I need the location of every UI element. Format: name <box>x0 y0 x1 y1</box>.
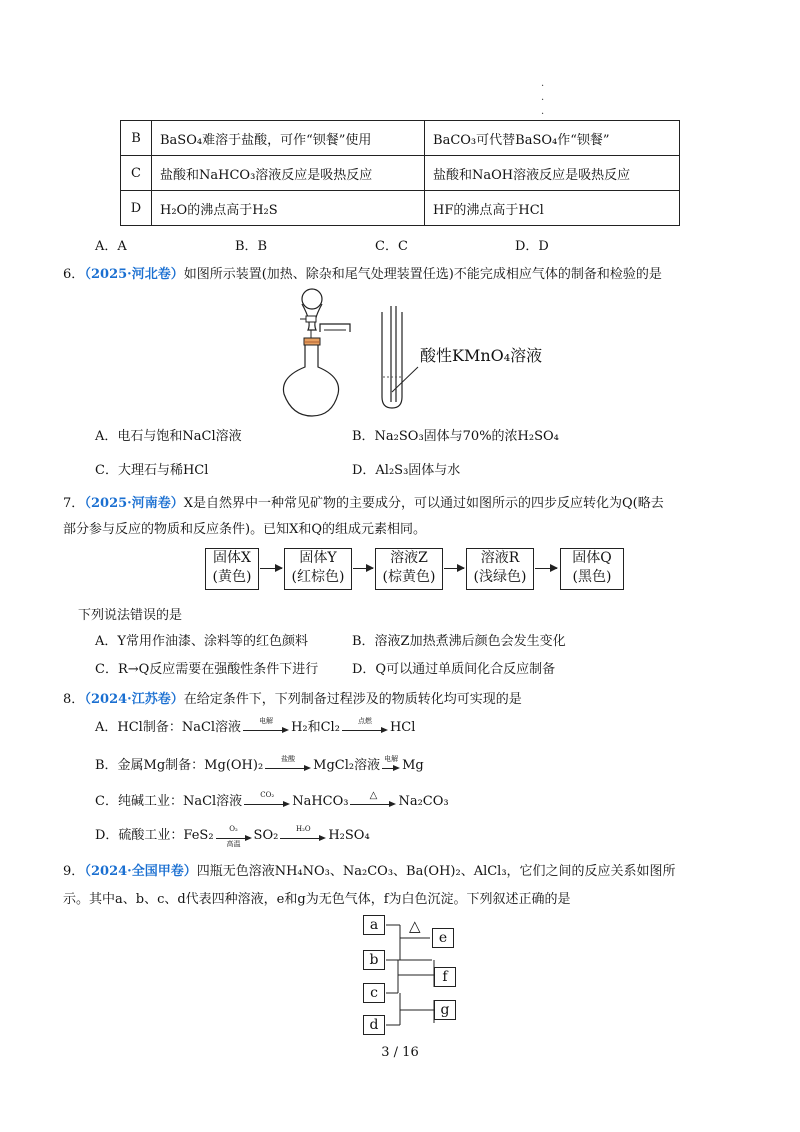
box-g: g <box>434 1000 456 1020</box>
q5-choice-a: A．A <box>95 239 127 254</box>
q7-source: （2025·河南卷） <box>78 496 184 511</box>
row-right: HF的沸点高于HCl <box>425 191 680 226</box>
q6-stem-line <box>78 263 662 282</box>
row-left: BaSO₄难溶于盐酸，可作“钡餐”使用 <box>152 121 425 156</box>
q7-choice-c: C．R→Q反应需要在强酸性条件下进行 <box>95 662 319 677</box>
flow-name: 固体Y <box>299 550 337 566</box>
flow-name: 溶液Z <box>390 550 428 566</box>
flow-name: 溶液R <box>480 550 520 566</box>
table-row <box>121 156 680 191</box>
row-left: 盐酸和NaHCO₃溶液反应是吸热反应 <box>152 156 425 191</box>
q5-choice-b: B．B <box>235 239 268 254</box>
flow-color: (黄色) <box>212 569 252 585</box>
page-number: 3 / 16 <box>381 1045 419 1060</box>
reaction-arrow <box>216 824 252 848</box>
flow-box-q <box>560 548 624 590</box>
q8-choice-a <box>95 716 415 735</box>
box-d: d <box>363 1015 385 1035</box>
q6-source: （2025·河北卷） <box>78 267 184 282</box>
choice-end: Na₂CO₃ <box>398 794 449 809</box>
q7-choice-d: D．Q可以通过单质间化合反应制备 <box>352 662 556 677</box>
reaction-arrow <box>382 754 400 773</box>
reaction-arrow <box>265 754 311 773</box>
flow-arrow <box>353 568 373 569</box>
choice-prefix: B．金属Mg制备：Mg(OH)₂ <box>95 758 264 773</box>
row-key: D <box>121 191 152 226</box>
box-a: a <box>363 915 385 935</box>
q6-choice-b: B．Na₂SO₃固体与70%的浓H₂SO₄ <box>352 429 559 444</box>
q7-choice-a: A．Y常用作油漆、涂料等的红色颜料 <box>95 634 308 649</box>
q7-prompt: 下列说法错误的是 <box>78 608 183 623</box>
row-right: BaCO₃可代替BaSO₄作“钡餐” <box>425 121 680 156</box>
q6-number: 6． <box>63 267 85 282</box>
choice-mid: MgCl₂溶液 <box>313 758 381 773</box>
reaction-arrow <box>342 716 388 735</box>
choice-prefix: A．HCl制备：NaCl溶液 <box>95 720 242 735</box>
arrow-condition: 电解 <box>384 754 399 763</box>
flow-box-z <box>375 548 443 590</box>
box-c: c <box>363 983 385 1003</box>
q6-choice-a: A．电石与饱和NaCl溶液 <box>95 429 242 444</box>
q7-stem-line1 <box>78 492 664 511</box>
arrow-condition-below: 高温 <box>226 839 241 848</box>
arrow-condition: O₂ <box>229 824 238 833</box>
flow-arrow <box>444 568 464 569</box>
q5-choice-d: D．D <box>515 239 549 254</box>
row-right: 盐酸和NaOH溶液反应是吸热反应 <box>425 156 680 191</box>
arrow-condition: 盐酸 <box>281 754 296 763</box>
q8-choice-d <box>95 824 370 848</box>
q9-stem1: 四瓶无色溶液NH₄NO₃、Na₂CO₃、Ba(OH)₂、AlCl₃，它们之间的反应关系如图所 <box>196 864 676 879</box>
choice-mid: H₂和Cl₂ <box>291 720 340 735</box>
table-row <box>121 121 680 156</box>
flow-name: 固体X <box>213 550 251 566</box>
choice-prefix: D．硫酸工业：FeS₂ <box>95 828 214 843</box>
flow-name: 固体Q <box>572 550 612 566</box>
reaction-arrow <box>350 789 396 809</box>
q7-number: 7． <box>63 496 85 511</box>
arrow-condition: CO₂ <box>260 790 275 799</box>
ellipsis-dots: · · · <box>541 81 545 120</box>
arrow-condition: 点燃 <box>357 716 372 725</box>
q7-stem1: X是自然界中一种常见矿物的主要成分，可以通过如图所示的四步反应转化为Q(略去 <box>183 496 664 511</box>
q9-source: （2024·全国甲卷） <box>78 864 197 879</box>
box-b: b <box>363 950 385 970</box>
choice-end: H₂SO₄ <box>328 828 370 843</box>
q9-stem-line1 <box>78 860 676 879</box>
q9-stem-line2: 示。其中a、b、c、d代表四种溶液，e和g为无色气体，f为白色沉淀。下列叙述正确的是 <box>63 892 571 907</box>
arrow-condition: H₂O <box>296 824 311 833</box>
row-key: B <box>121 121 152 156</box>
flow-color: (黑色) <box>572 569 612 585</box>
q6-choice-d: D．Al₂S₃固体与水 <box>352 463 461 478</box>
choice-mid: SO₂ <box>253 828 279 843</box>
choice-end: HCl <box>389 720 416 735</box>
q8-source: （2024·江苏卷） <box>78 692 184 707</box>
arrow-condition: 电解 <box>259 716 274 725</box>
q5-options-table <box>120 120 680 226</box>
reaction-arrow <box>280 824 326 843</box>
reaction-arrow <box>244 790 290 809</box>
choice-prefix: C．纯碱工业：NaCl溶液 <box>95 794 243 809</box>
flow-color: (浅绿色) <box>473 569 527 585</box>
q5-choice-c: C．C <box>375 239 408 254</box>
q8-stem: 在给定条件下，下列制备过程涉及的物质转化均可实现的是 <box>183 692 522 707</box>
box-e: e <box>432 928 454 948</box>
row-key: C <box>121 156 152 191</box>
flow-box-y <box>284 548 352 590</box>
reaction-arrow <box>243 716 289 735</box>
flow-color: (棕黄色) <box>382 569 436 585</box>
choice-mid: NaHCO₃ <box>292 794 349 809</box>
flow-arrow <box>535 568 557 569</box>
heat-triangle: △ <box>409 917 421 935</box>
q9-number: 9． <box>63 864 85 879</box>
flow-color: (红棕色) <box>291 569 345 585</box>
flow-arrow <box>260 568 282 569</box>
arrow-condition: △ <box>369 789 378 801</box>
q6-figure-label: 酸性KMnO₄溶液 <box>420 346 543 365</box>
q8-choice-c <box>95 790 449 809</box>
flow-box-x <box>205 548 259 590</box>
flow-box-r <box>466 548 534 590</box>
q7-stem-line2: 部分参与反应的物质和反应条件)。已知X和Q的组成元素相同。 <box>63 522 426 537</box>
q7-choice-b: B．溶液Z加热煮沸后颜色会发生变化 <box>352 634 566 649</box>
q6-choice-c: C．大理石与稀HCl <box>95 463 209 478</box>
q8-choice-b <box>95 754 424 773</box>
box-f: f <box>434 967 456 987</box>
row-left: H₂O的沸点高于H₂S <box>152 191 425 226</box>
table-row <box>121 191 680 226</box>
choice-end: Mg <box>402 758 424 773</box>
q8-number: 8． <box>63 692 85 707</box>
q6-stem: 如图所示装置(加热、除杂和尾气处理装置任选)不能完成相应气体的制备和检验的是 <box>183 267 662 282</box>
q8-stem-line <box>78 688 522 707</box>
